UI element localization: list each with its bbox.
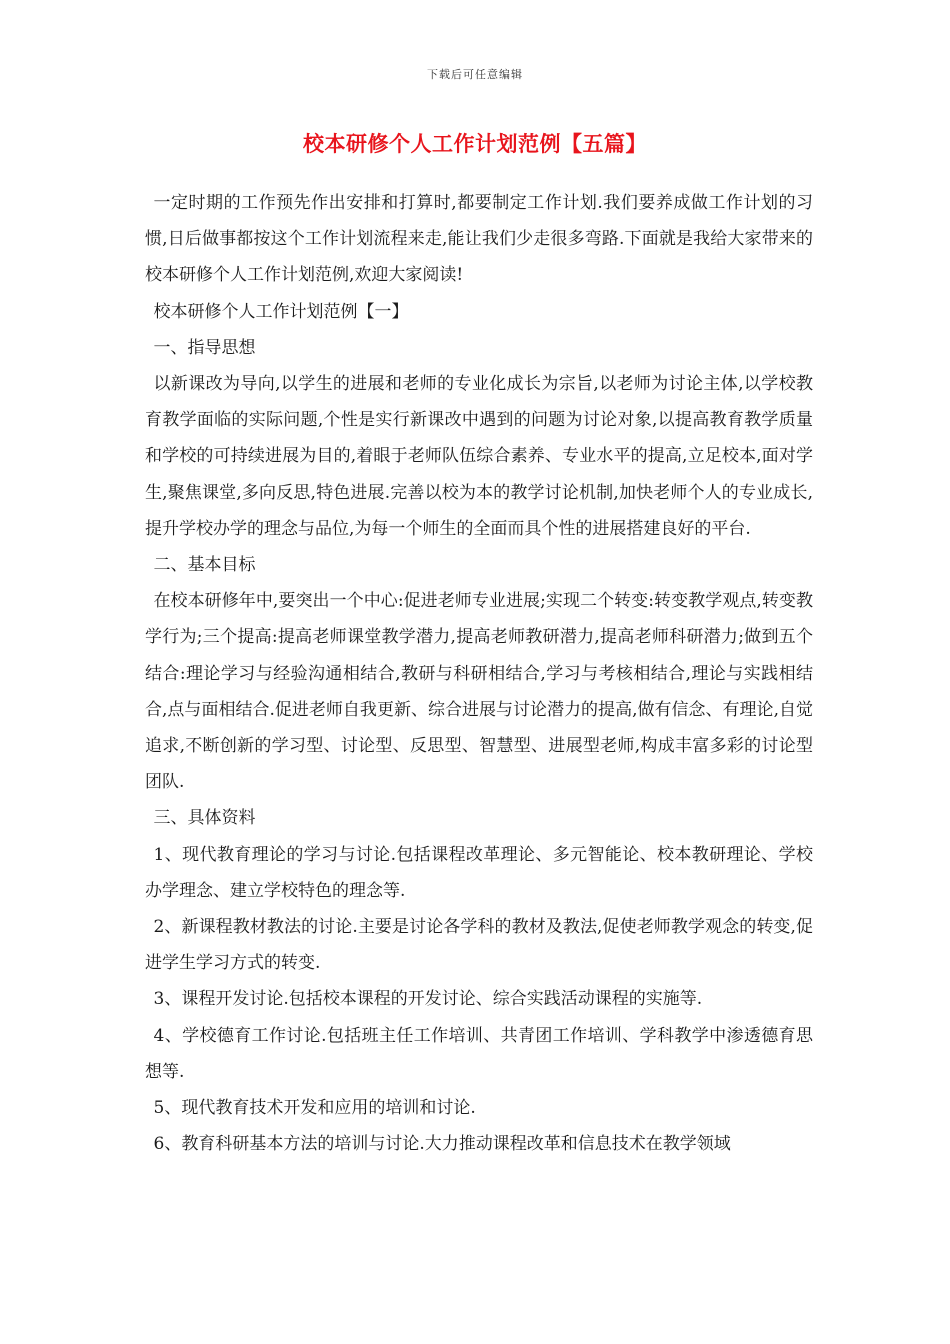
header-note: 下载后可任意编辑: [427, 68, 523, 81]
document-title: 校本研修个人工作计划范例【五篇】: [303, 131, 647, 156]
list-item: 3、课程开发讨论.包括校本课程的开发讨论、综合实践活动课程的实施等.: [153, 989, 703, 1010]
document-body: [145, 185, 813, 1162]
paragraph-guiding-idea: 以新课改为导向,以学生的进展和老师的专业化成长为宗旨,以老师为讨论主体,以学校教育教学面临的实际问题,个性是实行新课改中遇到的问题为讨论对象,以提高教育教学质量和学校的可持续进展为目的,着眼于老师队伍综合素养、专业水平的提高,立足校本,面对学生,聚焦课堂,多向反思,特色进展.完善以校为本的教学讨论机制,加快老师个人的专业成长,提升学校办学的理念与品位,为每一个师生的全面而具个性的进展搭建良好的平台.: [145, 374, 813, 539]
paragraph-intro: 一定时期的工作预先作出安排和打算时,都要制定工作计划.我们要养成做工作计划的习惯,日后做事都按这个工作计划流程来走,能让我们少走很多弯路.下面就是我给大家带来的校本研修个人工作计划范例,欢迎大家阅读!: [145, 193, 813, 286]
list-item: 5、现代教育技术开发和应用的培训和讨论.: [153, 1098, 476, 1119]
list-item: 1、现代教育理论的学习与讨论.包括课程改革理论、多元智能论、校本教研理论、学校办学理念、建立学校特色的理念等.: [145, 844, 813, 901]
list-item: 4、学校德育工作讨论.包括班主任工作培训、共青团工作培训、学科教学中渗透德育思想等.: [145, 1025, 813, 1082]
list-item: 6、教育科研基本方法的培训与讨论.大力推动课程改革和信息技术在教学领域: [153, 1134, 731, 1155]
section-heading-specific-content: 三、具体资料: [153, 808, 256, 829]
section-heading-plan-one: 校本研修个人工作计划范例【一】: [153, 301, 409, 322]
section-heading-basic-goals: 二、基本目标: [153, 555, 256, 576]
section-heading-guiding-idea: 一、指导思想: [153, 337, 256, 358]
paragraph-basic-goals: 在校本研修年中,要突出一个中心:促进老师专业进展;实现二个转变:转变教学观点,转变教学行为;三个提高:提高老师课堂教学潜力,提高老师教研潜力,提高老师科研潜力;做到五个结合:理论学习与经验沟通相结合,教研与科研相结合,学习与考核相结合,理论与实践相结合,点与面相结合.促进老师自我更新、综合进展与讨论潜力的提高,做有信念、有理论,自觉追求,不断创新的学习型、讨论型、反思型、智慧型、进展型老师,构成丰富多彩的讨论型团队.: [145, 591, 813, 793]
list-item: 2、新课程教材教法的讨论.主要是讨论各学科的教材及教法,促使老师教学观念的转变,促进学生学习方式的转变.: [145, 917, 813, 974]
